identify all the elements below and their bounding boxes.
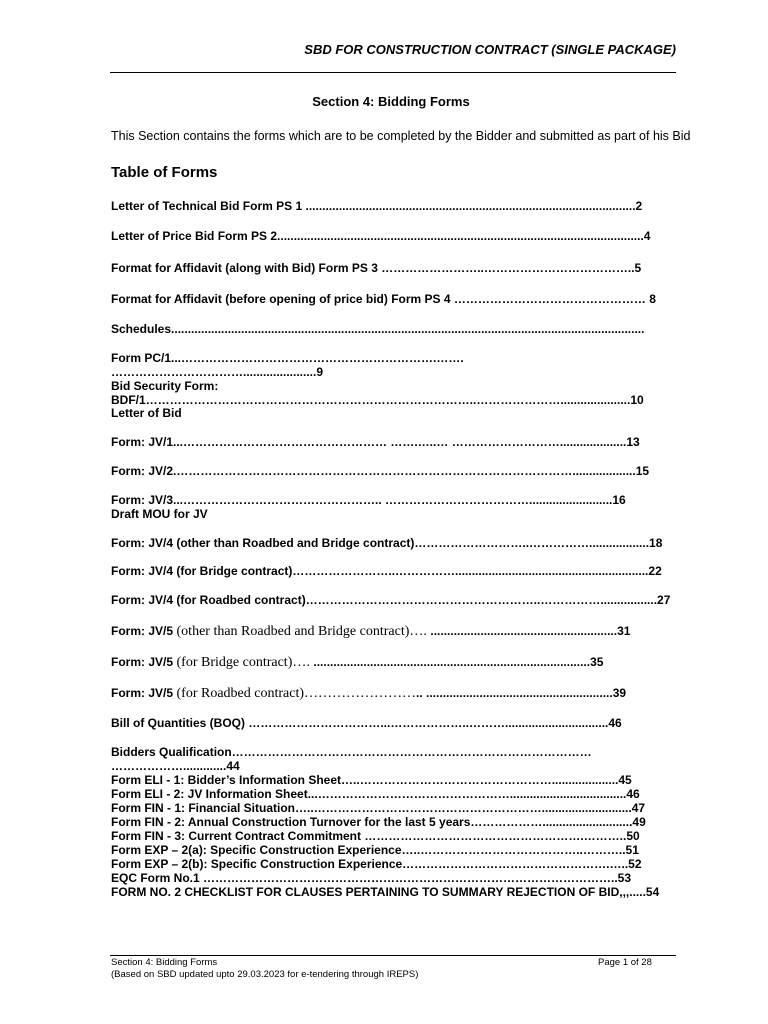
jv5-desc: (for Bridge contract)….: [173, 655, 314, 670]
jv5-label: Form: JV/5: [111, 624, 174, 638]
toc-entry-form2-checklist[interactable]: FORM NO. 2 CHECKLIST FOR CLAUSES PERTAINING TO SUMMARY REJECTION OF BID,,,.....54: [111, 885, 660, 899]
toc-heading: Table of Forms: [111, 164, 218, 181]
toc-entry-eli2[interactable]: Form ELI - 2: JV Information Sheet...…………………………………………...................................46: [111, 787, 640, 801]
footer-section: Section 4: Bidding Forms: [111, 957, 218, 968]
toc-entry-ps1[interactable]: Letter of Technical Bid Form PS 1 ...................................................................................................2: [111, 199, 643, 213]
toc-entry-jv1[interactable]: Form: JV/1...…………………………………………… …….…..… ………………………....................13: [111, 435, 640, 449]
toc-entry-jv3[interactable]: Form: JV/3...………………………………………….. ……………………………….........................16: [111, 493, 626, 507]
toc-label-letter-of-bid: Letter of Bid: [111, 406, 182, 420]
toc-entry-ps2[interactable]: Letter of Price Bid Form PS 2..............................................................................................................4: [111, 229, 651, 243]
toc-entry-eli1[interactable]: Form ELI - 1: Bidder’s Information Sheet…..…………………………………………....................45: [111, 773, 632, 787]
footer-info: [111, 957, 418, 981]
toc-entry-jv4-roadbed[interactable]: Form: JV/4 (for Roadbed contract)…………………………………………………..…………….................27: [111, 593, 671, 607]
toc-entry-exp2a[interactable]: Form EXP – 2(a): Specific Construction Experience…..…………………………………..………..51: [111, 843, 639, 857]
jv5-desc: (for Roadbed contract)……………………: [173, 686, 417, 701]
toc-entry-bidders-qualification-cont[interactable]: ……………….............44: [111, 759, 240, 773]
toc-entry-jv5-roadbed[interactable]: [111, 686, 626, 701]
jv5-dots: .. ........................................................39: [416, 686, 627, 700]
toc-entry-schedules[interactable]: Schedules..............................................................................................................................................: [111, 322, 645, 336]
jv5-dots: ........................................................31: [430, 624, 631, 638]
section-title: Section 4: Bidding Forms: [312, 94, 470, 109]
toc-entry-fin1[interactable]: Form FIN - 1: Financial Situation…..…………………………………………………...........................47: [111, 801, 646, 815]
toc-entry-bidders-qualification[interactable]: Bidders Qualification………………………………………………………………………………: [111, 745, 592, 759]
jv5-dots: ...................................................................................35: [313, 655, 604, 669]
toc-entry-jv5-other[interactable]: [111, 624, 630, 639]
toc-entry-jv5-bridge[interactable]: [111, 655, 603, 670]
toc-entry-fin2[interactable]: Form FIN - 2: Annual Construction Turnover for the last 5 years………………...........................49: [111, 815, 646, 829]
footer-note: (Based on SBD updated upto 29.03.2023 for e-tendering through IREPS): [111, 969, 419, 980]
page-number: Page 1 of 28: [598, 957, 652, 968]
footer-rule: [110, 955, 676, 956]
toc-entry-ps4[interactable]: Format for Affidavit (before opening of price bid) Form PS 4 ………………………………………… 8: [111, 292, 656, 306]
toc-entry-eqc1[interactable]: EQC Form No.1 …………………………………………………………………………………………..53: [111, 871, 632, 885]
toc-entry-bdf1[interactable]: BDF/1………………………………………………………………………..………………….....................10: [111, 393, 644, 407]
jv5-label: Form: JV/5: [111, 655, 174, 669]
toc-label-draft-mou: Draft MOU for JV: [111, 507, 208, 521]
toc-entry-fin3[interactable]: Form FIN - 3: Current Contract Commitment ……………………………………………….………..50: [111, 829, 640, 843]
header-rule: [110, 72, 676, 73]
toc-label-bid-security: Bid Security Form:: [111, 379, 219, 393]
toc-entry-jv4-other[interactable]: Form: JV/4 (other than Roadbed and Bridge contract)………………………..……………..................18: [111, 536, 663, 550]
toc-entry-pc1[interactable]: Form PC/1...……………………………………………………….…….: [111, 351, 464, 365]
toc-entry-pc1-cont[interactable]: ……………………………......................9: [111, 365, 324, 379]
toc-entry-jv4-bridge[interactable]: Form: JV/4 (for Bridge contract)……………………..……………..........................................................22: [111, 564, 662, 578]
section-intro: This Section contains the forms which are to be completed by the Bidder and submitted as part of his Bid: [111, 129, 691, 143]
jv5-label: Form: JV/5: [111, 686, 174, 700]
toc-entry-ps3[interactable]: Format for Affidavit (along with Bid) Form PS 3 ……………………..………………………………..5: [111, 261, 642, 275]
running-header: SBD FOR CONSTRUCTION CONTRACT (SINGLE PACKAGE): [304, 42, 676, 57]
toc-entry-jv2[interactable]: Form: JV/2.………………………………………………………………………………………...................15: [111, 464, 650, 478]
toc-entry-boq[interactable]: Bill of Quantities (BOQ) ……………………………...………………..………...............................46: [111, 716, 622, 730]
toc-entry-exp2b[interactable]: Form EXP – 2(b): Specific Construction Experience…………………………………………….…..52: [111, 857, 642, 871]
jv5-desc: (other than Roadbed and Bridge contract)….: [173, 624, 431, 639]
